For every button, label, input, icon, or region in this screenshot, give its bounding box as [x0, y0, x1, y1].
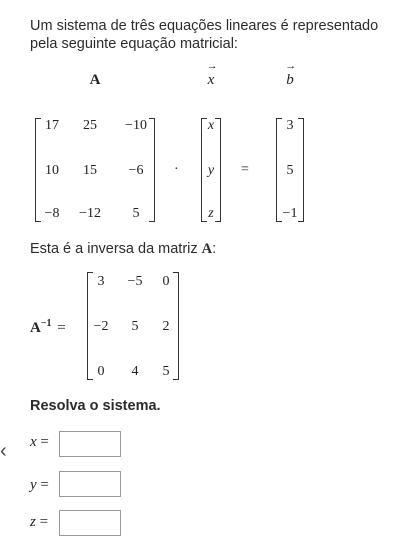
problem-intro: Um sistema de três equações lineares é representado pela seguinte equação matricial:	[30, 18, 379, 52]
back-chevron-icon[interactable]: ‹	[0, 440, 7, 462]
vector-x-cell: x	[207, 118, 215, 133]
matrix-inv-cell: 3	[97, 274, 105, 289]
equals-operator: =	[241, 162, 249, 177]
label-vector-x: → x	[206, 60, 218, 88]
solve-instruction: Resolva o sistema.	[30, 398, 161, 414]
label-matrix-a: A	[89, 72, 101, 88]
matrix-inv-cell: 5	[162, 364, 170, 379]
vector-x-cell: y	[207, 163, 215, 178]
matrix-a-cell: −6	[128, 163, 144, 178]
matrix-a-cell: 15	[83, 163, 97, 178]
matrix-a-cell: −12	[79, 206, 101, 221]
vector-b-cell: −1	[282, 206, 298, 221]
answer-y-label: y =	[30, 477, 49, 493]
answer-z-input[interactable]	[59, 510, 121, 536]
matrix-inv-cell: −2	[93, 319, 109, 334]
matrix-a-inverse	[87, 272, 179, 380]
inverse-intro: Esta é a inversa da matriz A:	[30, 241, 217, 257]
label-vector-b: → b	[285, 60, 297, 88]
answer-z-label: z =	[30, 514, 49, 530]
matrix-a-cell: 17	[45, 118, 59, 133]
matrix-inv-cell: 0	[162, 274, 170, 289]
vector-b-cell: 3	[286, 118, 294, 133]
matrix-a-cell: −8	[44, 206, 60, 221]
matrix-inv-cell: 4	[131, 364, 139, 379]
matrix-inv-cell: 0	[97, 364, 105, 379]
dot-operator: ·	[174, 162, 179, 177]
matrix-inv-cell: 2	[162, 319, 170, 334]
vector-x	[201, 118, 221, 222]
matrix-a-cell: 10	[45, 163, 59, 178]
answer-x-input[interactable]	[59, 431, 121, 457]
answer-y-input[interactable]	[59, 471, 121, 497]
vector-b	[276, 118, 304, 222]
matrix-a	[35, 118, 155, 222]
inverse-label: $A^{-1}$ =	[30, 318, 66, 336]
matrix-inv-cell: −5	[127, 274, 143, 289]
vector-x-cell: z	[208, 206, 214, 221]
matrix-inv-cell: 5	[131, 319, 139, 334]
matrix-a-cell: 25	[83, 118, 97, 133]
vector-arrow-icon: →	[285, 60, 297, 72]
vector-b-cell: 5	[286, 163, 294, 178]
vector-arrow-icon: →	[206, 60, 218, 72]
matrix-a-cell: 5	[132, 206, 140, 221]
matrix-a-cell: −10	[125, 118, 147, 133]
answer-x-label: x =	[30, 434, 49, 450]
